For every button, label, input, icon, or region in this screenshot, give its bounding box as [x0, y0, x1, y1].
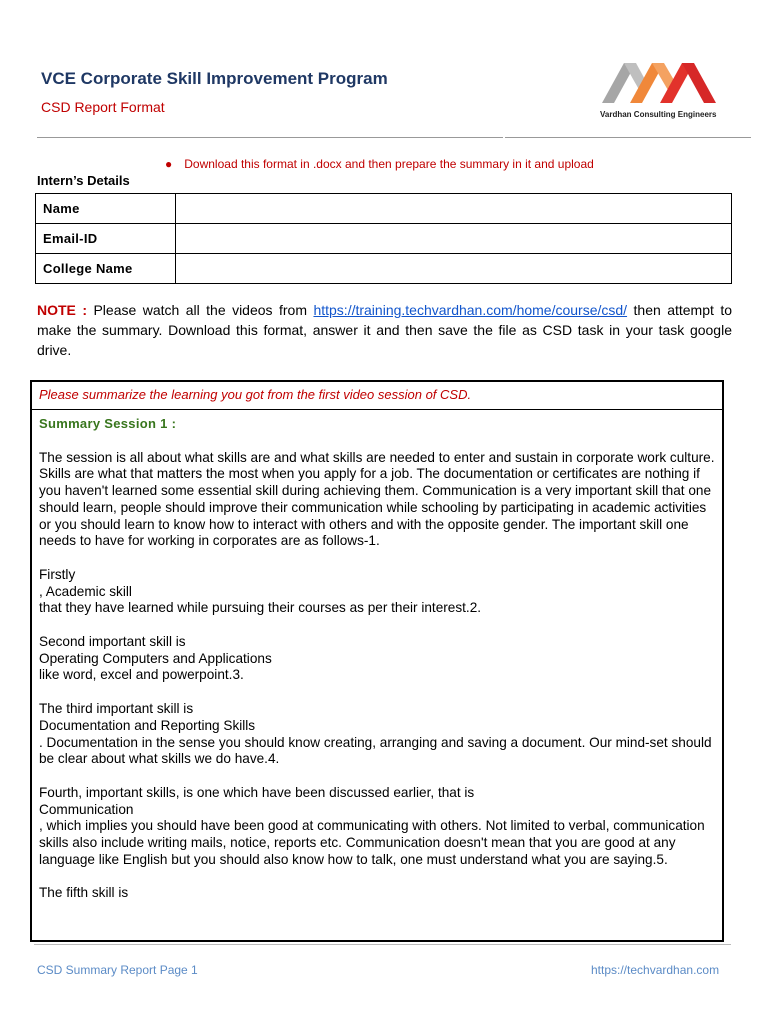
- summary-box-bottom-line: [34, 944, 731, 945]
- note-paragraph: [37, 300, 732, 360]
- table-row: [36, 224, 732, 254]
- summary-box: [30, 380, 724, 942]
- intern-details-table: [35, 193, 732, 284]
- table-row: [36, 254, 732, 284]
- summary-paragraph: Firstly , Academic skill that they have learned while pursuing their courses as per their interest.2.: [39, 566, 482, 616]
- footer-url: https://techvardhan.com: [591, 963, 720, 977]
- table-row: [36, 194, 732, 224]
- note-text-after: then attempt to make the summary. Download this format, answer it and then save the file as CSD task in your task google drive.: [37, 302, 733, 358]
- logo-caption: Vardhan Consulting Engineers: [600, 110, 717, 119]
- college-field[interactable]: [176, 254, 732, 284]
- summary-body[interactable]: [32, 410, 722, 902]
- summary-paragraph: The session is all about what skills are and what skills are needed to enter and sustain in corporate work culture. Skills are what that matters the most when you apply for a job. The documentation or certificates are nothing if you haven't learned some essential skill during achieving them. Communication is a very important skill that one should learn, people should improve their communication while schooling by participating in academic activities or you should learn to know how to interact with others and with the opposite gender. The important skill one needs to have for working in corporates are as follows-1.: [39, 449, 715, 549]
- email-field[interactable]: [176, 224, 732, 254]
- college-label: College Name: [36, 254, 176, 284]
- summary-paragraph: The third important skill is Documentation and Reporting Skills . Documentation in the sense you should know creating, arranging and saving a document. Our mind-set should be clear about what skills we do have.4.: [39, 701, 712, 767]
- note-label: NOTE :: [37, 302, 87, 318]
- name-label: Name: [36, 194, 176, 224]
- header-divider-left: [37, 137, 503, 138]
- download-instruction: [165, 157, 594, 171]
- summary-paragraph: Second important skill is Operating Computers and Applications like word, excel and powerpoint.3.: [39, 634, 272, 683]
- bullet-icon: ●: [165, 157, 173, 171]
- name-field[interactable]: [176, 194, 732, 224]
- summary-paragraph: The fifth skill is: [39, 885, 129, 901]
- document-title: VCE Corporate Skill Improvement Program: [41, 69, 388, 88]
- document-subtitle: CSD Report Format: [41, 99, 165, 115]
- header-divider-right: [505, 137, 751, 138]
- download-instruction-text: Download this format in .docx and then prepare the summary in it and upload: [184, 157, 594, 171]
- footer-page-label: CSD Summary Report Page 1: [37, 963, 198, 977]
- summary-prompt: Please summarize the learning you got from the first video session of CSD.: [32, 382, 722, 410]
- summary-paragraph: Fourth, important skills, is one which have been discussed earlier, that is Communication , which implies you should have been good at communicating with others. Not limited to verbal, communication skills also include writing mails, notice, reports etc. Communication doesn't mean that you are good at any language like English but you should also know how to talk, one must understand what you are saying.5.: [39, 784, 705, 867]
- summary-heading: Summary Session 1 :: [39, 416, 177, 431]
- email-label: Email-ID: [36, 224, 176, 254]
- course-link[interactable]: https://training.techvardhan.com/home/course/csd/: [313, 302, 628, 318]
- intern-details-heading: Intern’s Details: [37, 173, 130, 188]
- note-text-before: Please watch all the videos from: [93, 302, 307, 318]
